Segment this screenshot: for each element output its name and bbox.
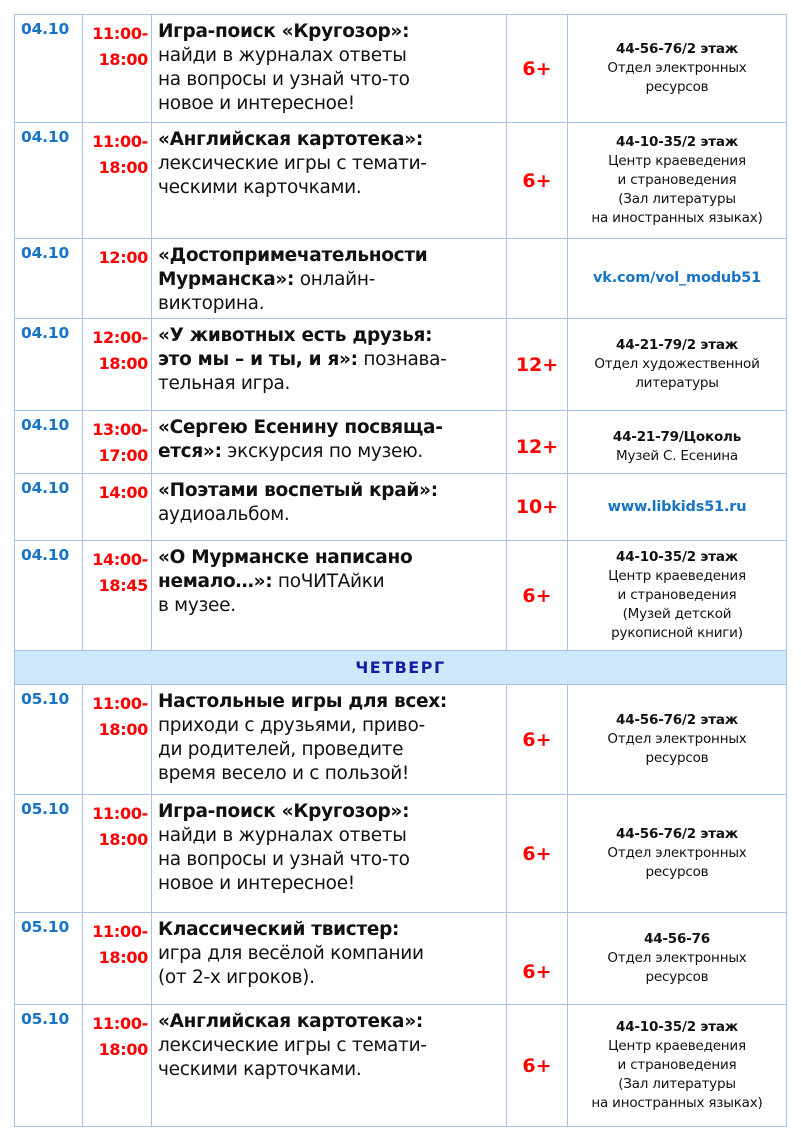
event-row bbox=[15, 15, 787, 123]
time-start: 11:00- bbox=[92, 804, 148, 823]
event-date: 05.10 bbox=[15, 795, 83, 913]
age-rating: 12+ bbox=[507, 411, 568, 474]
event-date: 04.10 bbox=[15, 15, 83, 123]
event-description bbox=[152, 685, 507, 795]
age-rating: 6+ bbox=[507, 15, 568, 123]
time-start: 11:00- bbox=[92, 132, 148, 151]
time-start: 12:00 bbox=[98, 248, 148, 267]
event-row bbox=[15, 239, 787, 319]
place-line: Центр краеведения bbox=[608, 568, 746, 584]
event-location bbox=[568, 1005, 787, 1127]
event-time bbox=[83, 913, 152, 1005]
event-location bbox=[568, 123, 787, 239]
place-line: (Зал литературы bbox=[618, 1076, 736, 1092]
event-description bbox=[152, 123, 507, 239]
event-date: 05.10 bbox=[15, 685, 83, 795]
desc-line: найди в журналах ответы bbox=[158, 45, 407, 66]
place-line: ресурсов bbox=[645, 750, 709, 766]
place-line: (Музей детской bbox=[622, 606, 732, 622]
event-title: «Достопримечательности bbox=[158, 245, 428, 266]
time-end: 17:00 bbox=[98, 446, 148, 465]
day-band-row bbox=[15, 651, 787, 685]
phone-number: 44-10-35/2 этаж bbox=[616, 1019, 738, 1035]
event-location bbox=[568, 795, 787, 913]
place-line: и страноведения bbox=[617, 172, 737, 188]
place-line: ресурсов bbox=[645, 79, 709, 95]
time-start: 11:00- bbox=[92, 694, 148, 713]
event-title-cont: Мурманска»: bbox=[158, 269, 295, 290]
desc-line: найди в журналах ответы bbox=[158, 825, 407, 846]
event-date: 04.10 bbox=[15, 411, 83, 474]
place-line: Отдел электронных bbox=[607, 60, 747, 76]
event-title: «У животных есть друзья: bbox=[158, 325, 433, 346]
time-end: 18:00 bbox=[98, 830, 148, 849]
event-row bbox=[15, 795, 787, 913]
event-time bbox=[83, 1005, 152, 1127]
place-line: ресурсов bbox=[645, 969, 709, 985]
desc-line: лексические игры с темати- bbox=[158, 153, 427, 174]
place-line: Отдел художественной bbox=[594, 356, 760, 372]
desc-line: в музее. bbox=[158, 595, 236, 616]
event-title-cont: немало…»: bbox=[158, 571, 273, 592]
age-rating: 12+ bbox=[507, 319, 568, 411]
time-end: 18:00 bbox=[98, 948, 148, 967]
event-description bbox=[152, 411, 507, 474]
event-description bbox=[152, 795, 507, 913]
event-title: «Английская картотека»: bbox=[158, 1011, 423, 1032]
time-end: 18:00 bbox=[98, 720, 148, 739]
event-time bbox=[83, 474, 152, 541]
event-date: 05.10 bbox=[15, 1005, 83, 1127]
event-description bbox=[152, 239, 507, 319]
desc-inline: экскурсия по музею. bbox=[221, 441, 423, 462]
event-title: «Английская картотека»: bbox=[158, 129, 423, 150]
event-location bbox=[568, 15, 787, 123]
place-line: рукописной книги) bbox=[611, 625, 743, 641]
phone-number: 44-21-79/2 этаж bbox=[616, 337, 738, 353]
place-line: ресурсов bbox=[645, 864, 709, 880]
event-time bbox=[83, 685, 152, 795]
event-location bbox=[568, 541, 787, 651]
event-location bbox=[568, 239, 787, 319]
age-rating bbox=[507, 239, 568, 319]
desc-line: приходи с друзьями, приво- bbox=[158, 715, 425, 736]
event-location bbox=[568, 685, 787, 795]
desc-line: ческими карточками. bbox=[158, 177, 362, 198]
place-line: Отдел электронных bbox=[607, 950, 747, 966]
time-end: 18:00 bbox=[98, 1040, 148, 1059]
age-rating: 6+ bbox=[507, 913, 568, 1005]
event-description bbox=[152, 913, 507, 1005]
event-time bbox=[83, 795, 152, 913]
desc-inline: поЧИТАйки bbox=[272, 571, 385, 592]
event-schedule-table bbox=[14, 14, 787, 1127]
time-start: 12:00- bbox=[92, 328, 148, 347]
event-row bbox=[15, 913, 787, 1005]
event-time bbox=[83, 541, 152, 651]
event-row bbox=[15, 123, 787, 239]
age-rating: 10+ bbox=[507, 474, 568, 541]
place-line: Музей С. Есенина bbox=[616, 448, 738, 464]
time-start: 13:00- bbox=[92, 420, 148, 439]
phone-number: 44-56-76/2 этаж bbox=[616, 41, 738, 57]
time-end: 18:45 bbox=[98, 576, 148, 595]
time-start: 11:00- bbox=[92, 24, 148, 43]
event-date: 04.10 bbox=[15, 319, 83, 411]
event-title: «Поэтами воспетый край»: bbox=[158, 480, 438, 501]
event-row bbox=[15, 541, 787, 651]
event-time bbox=[83, 239, 152, 319]
desc-line: ди родителей, проведите bbox=[158, 739, 404, 760]
place-line: Отдел электронных bbox=[607, 731, 747, 747]
desc-line: ческими карточками. bbox=[158, 1059, 362, 1080]
event-row bbox=[15, 474, 787, 541]
event-date: 05.10 bbox=[15, 913, 83, 1005]
event-title: Игра-поиск «Кругозор»: bbox=[158, 21, 410, 42]
phone-number: 44-56-76/2 этаж bbox=[616, 712, 738, 728]
desc-line: на вопросы и узнай что-то bbox=[158, 849, 410, 870]
desc-line: аудиоальбом. bbox=[158, 504, 290, 525]
event-title-cont: это мы – и ты, и я»: bbox=[158, 349, 358, 370]
place-line: на иностранных языках) bbox=[591, 210, 763, 226]
event-title: Игра-поиск «Кругозор»: bbox=[158, 801, 410, 822]
place-line: Центр краеведения bbox=[608, 153, 746, 169]
time-start: 14:00- bbox=[92, 550, 148, 569]
event-location bbox=[568, 913, 787, 1005]
age-rating: 6+ bbox=[507, 541, 568, 651]
desc-line: (от 2-х игроков). bbox=[158, 967, 315, 988]
event-description bbox=[152, 541, 507, 651]
place-line: Центр краеведения bbox=[608, 1038, 746, 1054]
event-description bbox=[152, 319, 507, 411]
event-date: 04.10 bbox=[15, 123, 83, 239]
desc-line: новое и интересное! bbox=[158, 873, 355, 894]
desc-line: тельная игра. bbox=[158, 373, 291, 394]
desc-line: лексические игры с темати- bbox=[158, 1035, 427, 1056]
website-link[interactable]: www.libkids51.ru bbox=[607, 498, 747, 515]
event-time bbox=[83, 411, 152, 474]
event-time bbox=[83, 123, 152, 239]
age-rating: 6+ bbox=[507, 1005, 568, 1127]
desc-line: на вопросы и узнай что-то bbox=[158, 69, 410, 90]
event-date: 04.10 bbox=[15, 541, 83, 651]
phone-number: 44-21-79/Цоколь bbox=[612, 429, 742, 445]
desc-line: время весело и с пользой! bbox=[158, 763, 410, 784]
event-title: Настольные игры для всех: bbox=[158, 691, 448, 712]
event-description bbox=[152, 1005, 507, 1127]
phone-number: 44-56-76/2 этаж bbox=[616, 826, 738, 842]
desc-line: новое и интересное! bbox=[158, 93, 355, 114]
phone-number: 44-10-35/2 этаж bbox=[616, 549, 738, 565]
event-title: «О Мурманске написано bbox=[158, 547, 413, 568]
place-line: литературы bbox=[635, 375, 719, 391]
event-time bbox=[83, 319, 152, 411]
event-row bbox=[15, 685, 787, 795]
event-title: Классический твистер: bbox=[158, 919, 400, 940]
desc-inline: познава- bbox=[357, 349, 447, 370]
desc-line: викторина. bbox=[158, 293, 265, 314]
age-rating: 6+ bbox=[507, 795, 568, 913]
time-start: 11:00- bbox=[92, 1014, 148, 1033]
event-date: 04.10 bbox=[15, 239, 83, 319]
place-line: Отдел электронных bbox=[607, 845, 747, 861]
event-description bbox=[152, 474, 507, 541]
phone-number: 44-56-76 bbox=[644, 931, 710, 947]
place-line: и страноведения bbox=[617, 587, 737, 603]
event-date: 04.10 bbox=[15, 474, 83, 541]
time-start: 11:00- bbox=[92, 922, 148, 941]
place-line: на иностранных языках) bbox=[591, 1095, 763, 1111]
event-location bbox=[568, 411, 787, 474]
event-location bbox=[568, 474, 787, 541]
event-description bbox=[152, 15, 507, 123]
desc-line: игра для весёлой компании bbox=[158, 943, 424, 964]
event-time bbox=[83, 15, 152, 123]
time-end: 18:00 bbox=[98, 50, 148, 69]
time-end: 18:00 bbox=[98, 158, 148, 177]
phone-number: 44-10-35/2 этаж bbox=[616, 134, 738, 150]
event-title: «Сергею Есенину посвяща- bbox=[158, 417, 443, 438]
event-row bbox=[15, 1005, 787, 1127]
event-row bbox=[15, 411, 787, 474]
event-title-cont: ется»: bbox=[158, 441, 222, 462]
place-line: и страноведения bbox=[617, 1057, 737, 1073]
event-location bbox=[568, 319, 787, 411]
vk-link[interactable]: vk.com/vol_modub51 bbox=[593, 270, 761, 286]
age-rating: 6+ bbox=[507, 123, 568, 239]
time-start: 14:00 bbox=[98, 483, 148, 502]
age-rating: 6+ bbox=[507, 685, 568, 795]
desc-inline: онлайн- bbox=[294, 269, 376, 290]
day-label: ЧЕТВЕРГ bbox=[15, 651, 787, 685]
place-line: (Зал литературы bbox=[618, 191, 736, 207]
event-row bbox=[15, 319, 787, 411]
time-end: 18:00 bbox=[98, 354, 148, 373]
